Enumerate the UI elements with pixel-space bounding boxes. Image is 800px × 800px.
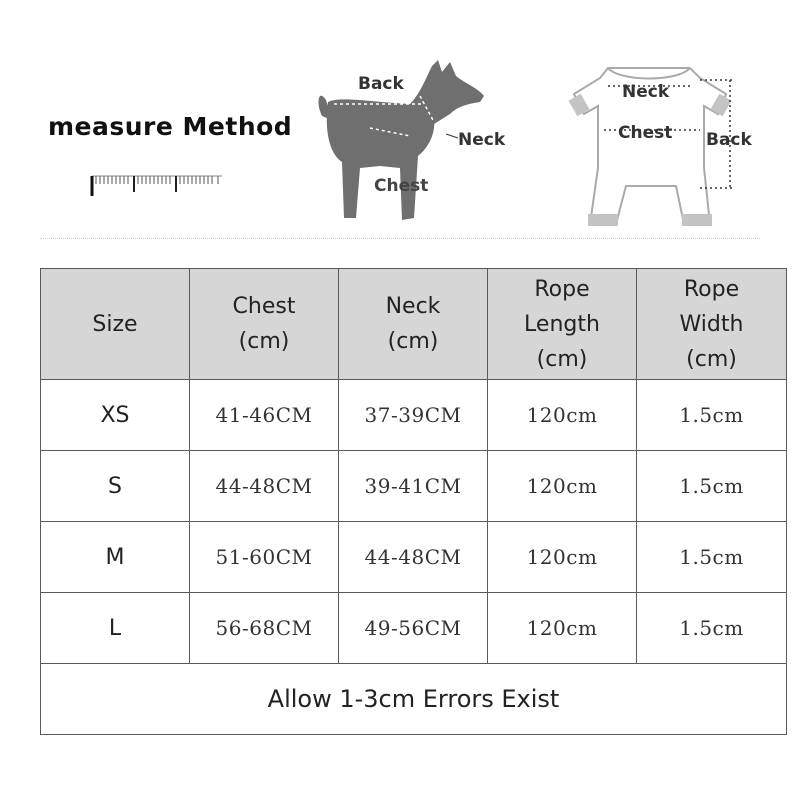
shirt-chest-label: Chest — [618, 123, 673, 143]
neck-cell: 49-56CM — [339, 593, 488, 664]
shirt-neck-label: Neck — [622, 82, 670, 102]
table-row — [41, 522, 787, 593]
dog-chest-label: Chest — [374, 176, 429, 196]
table-note-row — [41, 664, 787, 735]
rope-length-cell: 120cm — [488, 522, 637, 593]
size-cell: L — [41, 593, 190, 664]
size-chart-table — [40, 268, 787, 735]
dog-back-label: Back — [358, 74, 404, 94]
header-chest-line-1: Chest — [232, 294, 296, 319]
header-rope-length-line-1: Rope — [534, 276, 590, 302]
rope-width-cell: 1.5cm — [637, 593, 787, 664]
header-rope-width-line-1: Rope — [683, 276, 740, 302]
shirt-back-label: Back — [706, 130, 752, 150]
rope-width-cell: 1.5cm — [637, 522, 787, 593]
rope-width-cell: 1.5cm — [637, 451, 787, 522]
header-neck — [339, 269, 488, 380]
header-rope-length — [488, 269, 637, 380]
chest-cell: 44-48CM — [190, 451, 339, 522]
header-neck-line-1: Neck — [385, 294, 441, 319]
neck-cell: 44-48CM — [339, 522, 488, 593]
rope-width-cell: 1.5cm — [637, 380, 787, 451]
header-rope-width-line-2: Width — [679, 311, 744, 337]
neck-cell: 37-39CM — [339, 380, 488, 451]
dog-neck-label: Neck — [458, 130, 506, 150]
rope-length-cell: 120cm — [488, 451, 637, 522]
header-neck-line-2: (cm) — [387, 329, 439, 354]
chest-cell: 56-68CM — [190, 593, 339, 664]
chest-cell: 51-60CM — [190, 522, 339, 593]
table-header-row — [41, 269, 787, 380]
header-chest-line-2: (cm) — [238, 329, 290, 354]
table-row — [41, 593, 787, 664]
rope-length-cell: 120cm — [488, 593, 637, 664]
header-rope-length-line-3: (cm) — [536, 346, 588, 372]
header-chest — [190, 269, 339, 380]
tolerance-note: Allow 1-3cm Errors Exist — [41, 664, 787, 735]
chest-cell: 41-46CM — [190, 380, 339, 451]
measure-method-title: measure Method — [48, 112, 293, 141]
ruler-icon — [90, 170, 224, 196]
header-size-line: Size — [92, 311, 138, 337]
header-size — [41, 269, 190, 380]
header-rope-length-line-2: Length — [524, 311, 600, 337]
header-rope-width — [637, 269, 787, 380]
neck-cell: 39-41CM — [339, 451, 488, 522]
table-row — [41, 380, 787, 451]
size-cell: XS — [41, 380, 190, 451]
rope-length-cell: 120cm — [488, 380, 637, 451]
table-row — [41, 451, 787, 522]
size-cell: S — [41, 451, 190, 522]
divider — [40, 238, 760, 239]
size-cell: M — [41, 522, 190, 593]
header-rope-width-line-3: (cm) — [686, 346, 737, 372]
